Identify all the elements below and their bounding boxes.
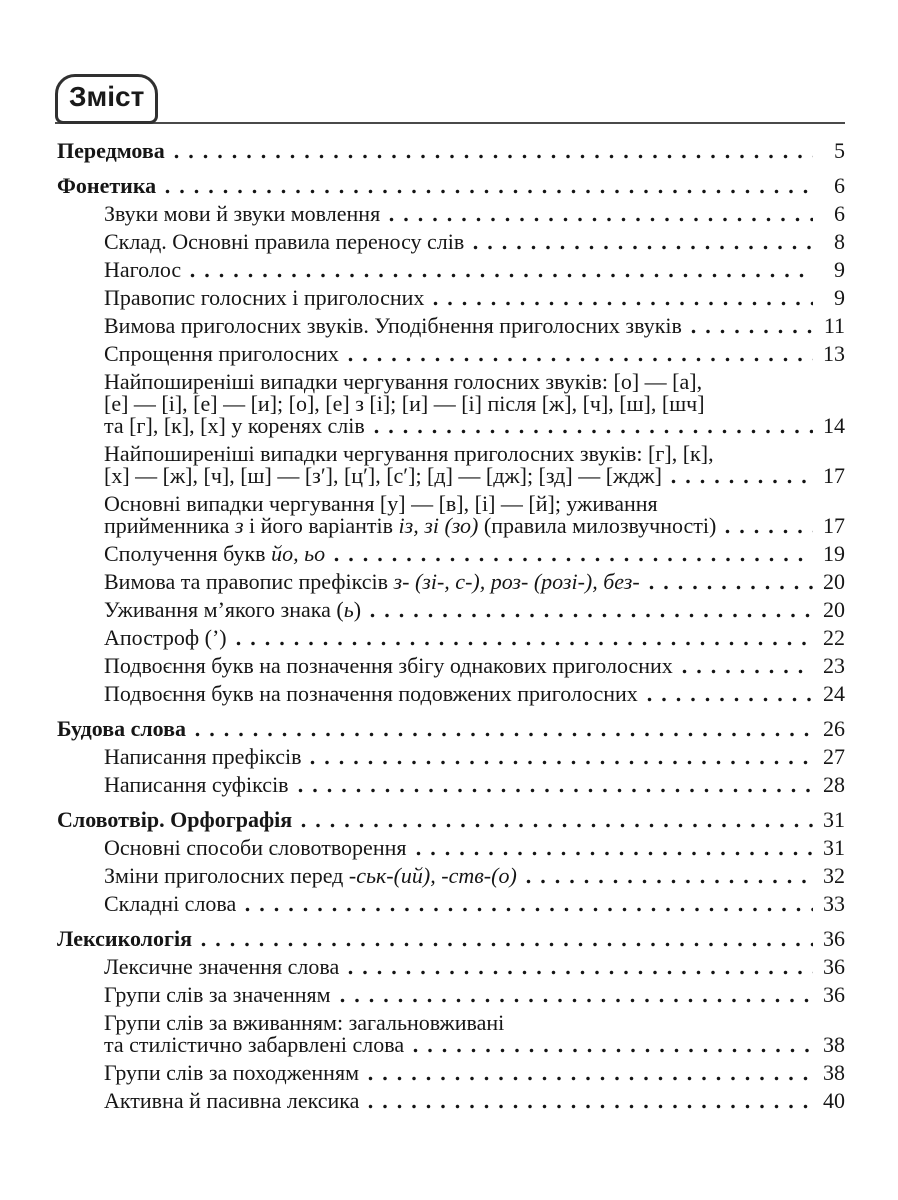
toc-page-number: 11	[823, 313, 845, 338]
toc-page-number: 19	[823, 541, 845, 566]
toc-entry-line	[104, 231, 845, 253]
toc-entry-label: Подвоєння букв на позначення збігу однакових приголосних	[104, 653, 673, 678]
toc-entry-line	[104, 893, 845, 915]
toc-entry-line	[104, 837, 845, 859]
dotted-leader	[298, 788, 813, 793]
toc-entry-label: Апостроф (’)	[104, 625, 227, 650]
toc-entry	[57, 543, 845, 565]
dotted-leader	[374, 429, 813, 434]
toc-page-number: 31	[823, 807, 845, 832]
toc-entry-line	[104, 683, 845, 705]
page-title: Зміст	[69, 81, 145, 112]
toc-page-number: 22	[823, 625, 845, 650]
toc-entry	[57, 203, 845, 225]
dotted-leader	[301, 823, 813, 828]
toc-entry	[57, 627, 845, 649]
dotted-leader	[310, 760, 813, 765]
toc-entry	[57, 865, 845, 887]
toc-entry	[57, 287, 845, 309]
toc-entry-label: Фонетика	[57, 173, 157, 198]
toc-entry-label: Групи слів за походженням	[104, 1060, 359, 1085]
toc-entry-label: Сполучення букв йо, ьо	[104, 541, 326, 566]
dotted-leader	[671, 479, 813, 484]
toc-entry-label: Складні слова	[104, 891, 237, 916]
toc-entry-label: Групи слів за значенням	[104, 982, 331, 1007]
toc-page-number: 23	[823, 653, 845, 678]
toc-section-entry	[57, 809, 845, 831]
toc-entry	[57, 231, 845, 253]
toc-entry-line	[104, 515, 845, 537]
toc-entry-label: Склад. Основні правила переносу слів	[104, 229, 465, 254]
toc-entry-label: Спрощення приголосних	[104, 341, 339, 366]
toc-entry-line	[104, 1012, 845, 1034]
toc-entry	[57, 343, 845, 365]
dotted-leader	[647, 697, 813, 702]
toc-page-number: 6	[834, 201, 845, 226]
toc-entry	[57, 893, 845, 915]
dotted-leader	[334, 557, 813, 562]
toc-page-number: 28	[823, 772, 845, 797]
toc-entry-line	[57, 809, 845, 831]
dotted-leader	[413, 1048, 813, 1053]
toc-section-entry	[57, 140, 845, 162]
toc-page-number: 24	[823, 681, 845, 706]
toc-entry-label: та [г], [к], [х] у коренях слів	[104, 413, 365, 438]
toc-entry-line	[104, 1062, 845, 1084]
toc-entry-label: Вимова приголосних звуків. Уподібнення приголосних звуків	[104, 313, 682, 338]
toc-page-number: 17	[823, 463, 845, 488]
toc-entry-label: Звуки мови й звуки мовлення	[104, 201, 381, 226]
dotted-leader	[245, 907, 813, 912]
toc-entry-label: Написання префіксів	[104, 744, 302, 769]
toc-page-number: 26	[823, 716, 845, 741]
toc-page-number: 20	[823, 597, 845, 622]
toc-entry	[57, 371, 845, 437]
toc-entry	[57, 599, 845, 621]
toc-entry-label: Групи слів за вживанням: загальновживані	[104, 1010, 505, 1035]
toc-entry-line	[57, 140, 845, 162]
toc-page-number: 20	[823, 569, 845, 594]
toc-entry	[57, 1012, 845, 1056]
toc-entry-label: Основні способи словотворення	[104, 835, 407, 860]
toc-entry-label: Лексикологія	[57, 926, 193, 951]
toc-page-number: 36	[823, 982, 845, 1007]
toc-entry	[57, 315, 845, 337]
toc-entry-line	[104, 774, 845, 796]
toc-entry	[57, 984, 845, 1006]
toc-entry-line	[104, 415, 845, 437]
toc-entry-line	[104, 627, 845, 649]
toc-entry-label: Написання суфіксів	[104, 772, 289, 797]
toc-entry-line	[104, 1034, 845, 1056]
toc-entry	[57, 956, 845, 978]
dotted-leader	[190, 273, 813, 278]
toc-page-number: 9	[834, 257, 845, 282]
toc-page-number: 6	[834, 173, 845, 198]
dotted-leader	[174, 154, 813, 159]
toc-entry-label: Наголос	[104, 257, 182, 282]
toc-entry	[57, 493, 845, 537]
toc-entry-label: Уживання м’якого знака (ь)	[104, 597, 362, 622]
toc-entry-line	[104, 599, 845, 621]
toc-entry-line	[104, 865, 845, 887]
toc-entry-line	[57, 175, 845, 197]
toc-section-entry	[57, 175, 845, 197]
dotted-leader	[649, 585, 813, 590]
toc-page-number: 38	[823, 1032, 845, 1057]
dotted-leader	[368, 1076, 813, 1081]
toc-entry-line	[104, 571, 845, 593]
toc-entry-label: Лексичне значення слова	[104, 954, 340, 979]
toc-page-number: 5	[834, 138, 845, 163]
dotted-leader	[691, 329, 813, 334]
toc-entry-label: Зміни приголосних перед -ськ-(ий), -ств-(о)	[104, 863, 517, 888]
dotted-leader	[201, 942, 813, 947]
toc-tab	[55, 74, 158, 124]
toc-page-number: 17	[823, 513, 845, 538]
toc-entry	[57, 746, 845, 768]
toc-entry	[57, 655, 845, 677]
toc-entry	[57, 683, 845, 705]
toc-list	[57, 140, 845, 1112]
toc-entry-label: та стилістично забарвлені слова	[104, 1032, 405, 1057]
toc-entry	[57, 443, 845, 487]
toc-entry-line	[104, 746, 845, 768]
toc-page-number: 31	[823, 835, 845, 860]
toc-page-number: 38	[823, 1060, 845, 1085]
toc-entry-label: Словотвір. Орфографія	[57, 807, 293, 832]
dotted-leader	[348, 357, 813, 362]
toc-page-number: 36	[823, 926, 845, 951]
dotted-leader	[433, 301, 813, 306]
toc-entry-line	[104, 371, 845, 393]
toc-page-number: 13	[823, 341, 845, 366]
toc-entry-label: Будова слова	[57, 716, 187, 741]
toc-page-number: 14	[823, 413, 845, 438]
toc-entry-label: [х] — [ж], [ч], [ш] — [з′], [ц′], [с′]; [д] — [дж]; [зд] — [ждж]	[104, 463, 662, 488]
toc-entry-label: Правопис голосних і приголосних	[104, 285, 425, 310]
toc-entry	[57, 1090, 845, 1112]
toc-section-entry	[57, 928, 845, 950]
toc-entry-line	[104, 443, 845, 465]
dotted-leader	[416, 851, 814, 856]
toc-entry-line	[104, 655, 845, 677]
toc-entry	[57, 1062, 845, 1084]
toc-entry-line	[104, 543, 845, 565]
toc-entry-line	[104, 984, 845, 1006]
toc-entry	[57, 774, 845, 796]
dotted-leader	[725, 529, 813, 534]
toc-entry-label: Найпоширеніші випадки чергування голосних звуків: [о] — [а],	[104, 369, 703, 394]
toc-entry-label: Активна й пасивна лексика	[104, 1088, 360, 1113]
toc-entry-label: Найпоширеніші випадки чергування приголосних звуків: [г], [к],	[104, 441, 714, 466]
dotted-leader	[368, 1104, 813, 1109]
toc-entry	[57, 259, 845, 281]
dotted-leader	[236, 641, 813, 646]
dotted-leader	[526, 879, 813, 884]
toc-entry-line	[104, 259, 845, 281]
toc-entry-label: прийменника з і його варіантів із, зі (зо) (правила милозвучності)	[104, 513, 717, 538]
dotted-leader	[682, 669, 813, 674]
toc-entry-line	[57, 718, 845, 740]
toc-page-number: 32	[823, 863, 845, 888]
toc-page-number: 33	[823, 891, 845, 916]
toc-entry-line	[57, 928, 845, 950]
toc-entry-label: Передмова	[57, 138, 165, 163]
toc-page-number: 9	[834, 285, 845, 310]
toc-entry-label: Вимова та правопис префіксів з- (зі-, с-), роз- (розі-), без-	[104, 569, 640, 594]
dotted-leader	[348, 970, 813, 975]
toc-entry-line	[104, 203, 845, 225]
dotted-leader	[370, 613, 813, 618]
toc-entry-label: [е] — [і], [е] — [и]; [о], [е] з [і]; [и] — [і] після [ж], [ч], [ш], [шч]	[104, 391, 705, 416]
dotted-leader	[389, 217, 813, 222]
toc-section-entry	[57, 718, 845, 740]
toc-entry-line	[104, 393, 845, 415]
toc-entry-line	[104, 465, 845, 487]
toc-entry-label: Основні випадки чергування [у] — [в], [і] — [й]; уживання	[104, 491, 658, 516]
toc-entry-line	[104, 956, 845, 978]
toc-page-number: 27	[823, 744, 845, 769]
toc-entry-line	[104, 493, 845, 515]
toc-entry-line	[104, 287, 845, 309]
toc-page-number: 8	[834, 229, 845, 254]
toc-entry-line	[104, 343, 845, 365]
dotted-leader	[195, 732, 813, 737]
toc-entry-label: Подвоєння букв на позначення подовжених приголосних	[104, 681, 638, 706]
toc-page-number: 36	[823, 954, 845, 979]
dotted-leader	[165, 189, 813, 194]
toc-entry-line	[104, 1090, 845, 1112]
toc-entry-line	[104, 315, 845, 337]
toc-entry	[57, 837, 845, 859]
toc-page-number: 40	[823, 1088, 845, 1113]
dotted-leader	[473, 245, 813, 250]
toc-header-rule	[55, 74, 845, 124]
toc-entry	[57, 571, 845, 593]
dotted-leader	[340, 998, 813, 1003]
